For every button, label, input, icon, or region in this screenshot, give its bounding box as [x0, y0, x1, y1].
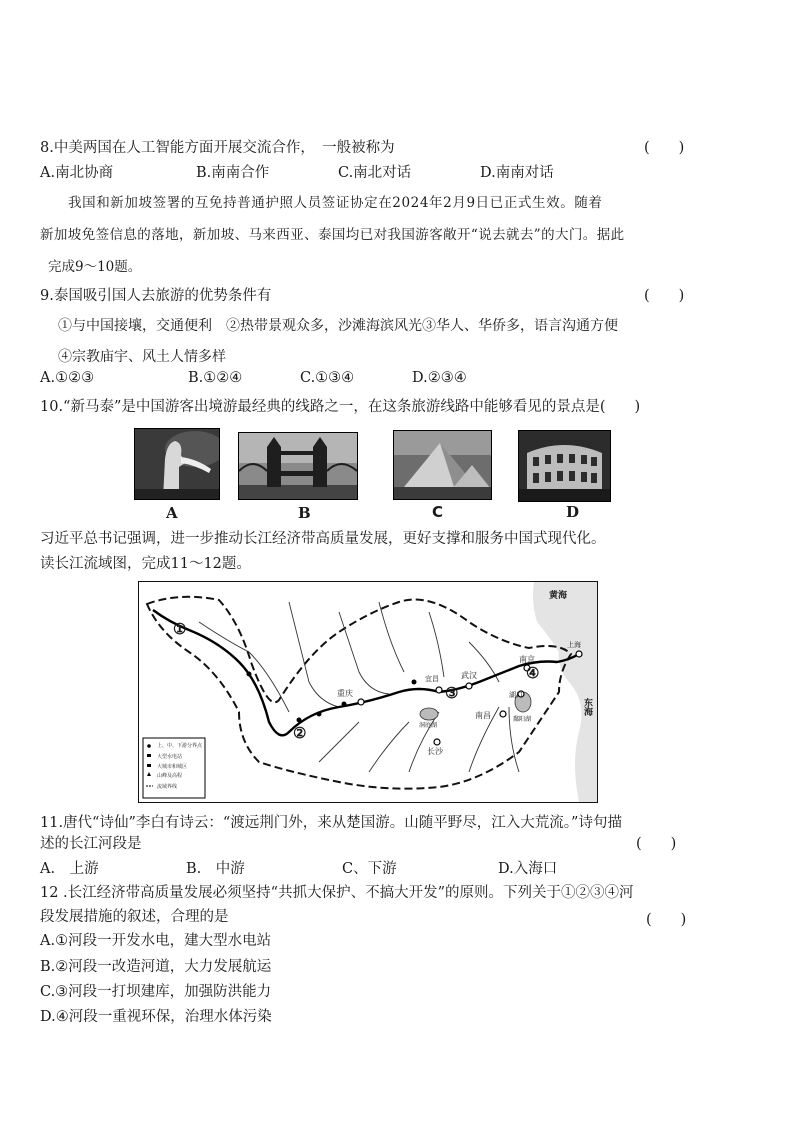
q11-stem-line2: 述的长江河段是 [40, 836, 142, 852]
q10-stem: 10.“新马泰”是中国游客出境游最经典的线路之一，在这条旅游线路中能够看见的景点是( ) [40, 399, 641, 415]
q8-stem: 8.中美两国在人工智能方面开展交流合作， 一般被称为 [40, 140, 395, 156]
q11-bracket: ( ) [636, 836, 677, 852]
q8-option-b: B.南南合作 [196, 165, 270, 181]
map-label-poyang: 鄱阳湖 [513, 716, 532, 723]
q9-option-d: D.②③④ [412, 370, 467, 386]
q11-stem-line1: 11.唐代“诗仙”李白有诗云：“渡远荆门外，来从楚国游。山随平野尽，江入大荒流。”诗句描 [40, 815, 622, 831]
q12-option-a: A.①河段一开发水电，建大型水电站 [40, 933, 272, 949]
map-label-dongting: 洞庭湖 [419, 722, 438, 729]
legend-boundary-point: 上、中、下游分界点 [157, 743, 203, 749]
photo-pyramids [393, 430, 492, 500]
q9-option-b: B.①②④ [188, 370, 243, 386]
map-label-yichang: 宜昌 [425, 675, 439, 683]
marker-section-3: ③ [445, 684, 459, 702]
legend-city: 大城市和城区 [157, 764, 188, 770]
map-label-east-sea: 东海 [582, 698, 592, 716]
map-label-hukou: 湖口 [509, 691, 523, 699]
q12-option-c: C.③河段一打坝建库，加强防洪能力 [40, 984, 272, 1000]
map-label-changsha: 长沙 [427, 747, 443, 756]
caption-c: C [432, 503, 444, 521]
caption-d: D [566, 503, 580, 521]
q11-option-c: C、下游 [342, 861, 397, 877]
q9-statements-line2: ④宗教庙宇、风土人情多样 [58, 349, 226, 365]
q9-option-c: C.①③④ [300, 370, 355, 386]
q12-stem-line2: 段发展措施的叙述，合理的是 [40, 909, 229, 925]
map-label-wuhan: 武汉 [461, 671, 477, 680]
q8-option-a: A.南北协商 [40, 165, 114, 181]
passage2-line1: 习近平总书记强调，进一步推动长江经济带高质量发展，更好支撑和服务中国式现代化。 [40, 531, 606, 547]
q12-stem-line1: 12 .长江经济带高质量发展必须坚持“共抓大保护、不搞大开发”的原则。下列关于①②③④河 [40, 885, 634, 901]
photo-tower-bridge [238, 432, 358, 500]
map-label-shanghai: 上海 [567, 641, 581, 649]
legend-basin-boundary: 流域界线 [157, 784, 178, 790]
photo-colosseum [518, 430, 611, 502]
photo-merlion [134, 428, 220, 500]
q11-option-d: D.入海口 [498, 861, 558, 877]
caption-b: B [298, 504, 311, 522]
passage2-line2: 读长江流域图，完成11～12题。 [40, 556, 251, 572]
q12-option-d: D.④河段一重视环保，治理水体污染 [40, 1009, 272, 1025]
q8-bracket: ( ) [644, 140, 685, 156]
map-label-chongqing: 重庆 [337, 689, 353, 698]
legend-peak: 山峰及高程 [157, 773, 183, 779]
q9-bracket: ( ) [644, 288, 685, 304]
marker-section-2: ② [293, 724, 307, 742]
q8-option-c: C.南北对话 [338, 165, 412, 181]
legend-hydro-station: 大型水电站 [157, 754, 183, 760]
q11-option-a: A. 上游 [40, 861, 99, 877]
q11-option-b: B. 中游 [186, 861, 245, 877]
q8-option-d: D.南南对话 [480, 165, 554, 181]
q12-option-b: B.②河段一改造河道，大力发展航运 [40, 959, 272, 975]
q9-option-a: A.①②③ [40, 370, 95, 386]
passage1-line3: 完成9～10题。 [48, 259, 142, 275]
caption-a: A [166, 504, 178, 522]
q9-statements-line1: ①与中国接壤，交通便利 ②热带景观众多，沙滩海滨风光③华人、华侨多，语言沟通方便 [58, 318, 618, 334]
yangtze-basin-map [138, 581, 598, 803]
map-label-nanchang: 南昌 [475, 711, 491, 720]
passage1-line2: 新加坡免签信息的落地，新加坡、马来西亚、泰国均已对我国游客敞开“说去就去”的大门。据此 [40, 227, 625, 243]
marker-section-4: ④ [526, 664, 540, 682]
marker-section-1: ① [173, 620, 187, 638]
q12-bracket: ( ) [646, 912, 687, 928]
map-label-yellow-sea: 黄海 [549, 591, 568, 601]
q9-stem: 9.泰国吸引国人去旅游的优势条件有 [40, 288, 272, 304]
passage1-line1: 我国和新加坡签署的互免持普通护照人员签证协定在2024年2月9日已正式生效。随着 [68, 195, 603, 211]
map-label-nanjing: 南京 [519, 655, 535, 664]
